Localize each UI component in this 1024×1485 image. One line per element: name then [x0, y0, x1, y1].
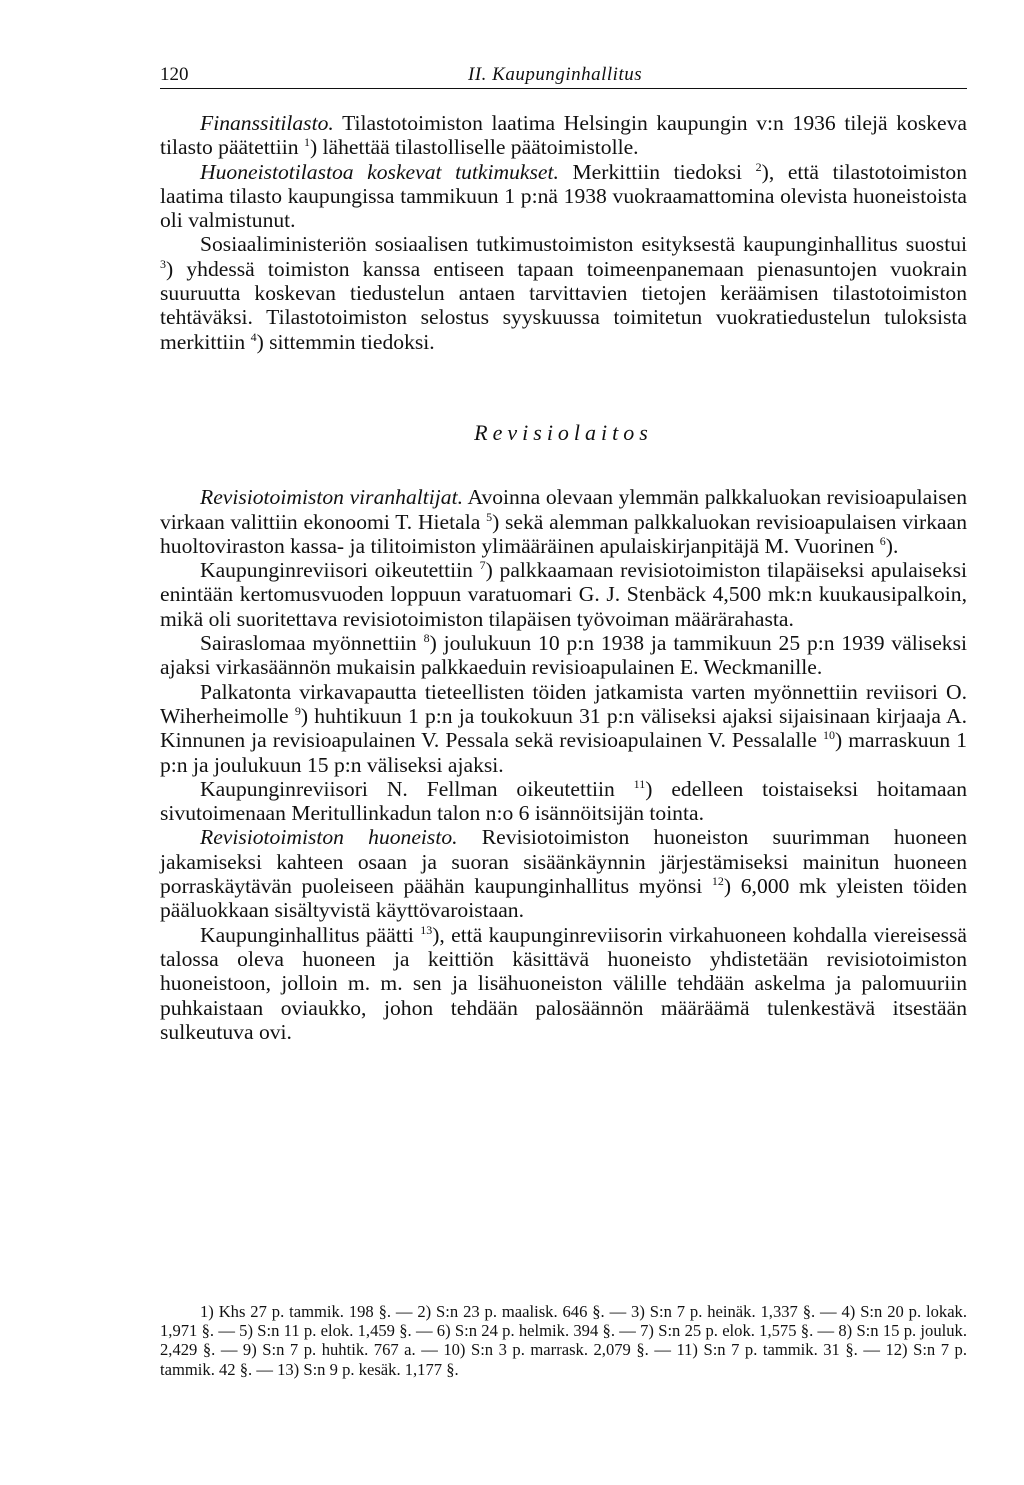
paragraph-text: ) edelleen toistaiseksi hoitamaan sivutoimenaan Meritullinkadun talon n:o 6 isännöitsijän tointa. [160, 776, 967, 826]
footnote-ref: 4 [250, 329, 257, 344]
footnotes [160, 1302, 967, 1379]
footnote-ref: 1 [303, 135, 310, 150]
paragraph-text: ), että tilastotoimiston laatima tilasto kaupungissa tammikuun 1 p:nä 1938 vuokraamattomina olevista huoneistoista oli valmistunut. [160, 159, 967, 233]
paragraph [160, 680, 967, 777]
footnote-ref: 5 [486, 509, 493, 524]
paragraph [160, 111, 967, 160]
paragraph-text: Sairaslomaa myönnettiin [200, 631, 424, 656]
footnote-ref: 6 [879, 533, 886, 548]
footnote-ref: 11 [633, 776, 646, 791]
running-title: II. Kaupunginhallitus [468, 64, 643, 85]
paragraph-lead: Finanssitilasto. [200, 111, 334, 135]
paragraph-text: ) 6,000 mk yleisten töiden pääluokkaan sisältyvistä käyttövaroistaan. [160, 874, 967, 923]
paragraph-lead: Huoneistotilastoa koskevat tutkimukset. [200, 159, 559, 184]
paragraph-lead: Revisiotoimiston viranhaltijat. [200, 485, 463, 510]
paragraph-text: ) yhdessä toimiston kanssa entiseen tapaan toimeenpanemaan pienasuntojen vuokrain suuruutta koskevan tiedustelun antaen tarvittavien tietojen keräämisen tilastotoimiston tehtäväksi. Tilastotoimiston selostus syyskuussa toimitetun vuokratiedustelun tuloksista merkittiin [160, 256, 967, 354]
paragraph-text: ) huhtikuun 1 p:n ja toukokuun 31 p:n väliseksi ajaksi sijaisinaan kirjaaja A. Kinnunen ja revisioapulainen V. Pessala sekä revisioapulainen V. Pessalalle [160, 703, 968, 753]
footnote-ref: 10 [823, 728, 836, 743]
paragraph-text: ) sittemmin tiedoksi. [256, 329, 435, 354]
footnote-ref: 9 [294, 703, 301, 718]
footnote-ref: 7 [479, 558, 486, 573]
paragraph-text: ) marraskuun 1 p:n ja joulukuun 15 p:n väliseksi ajaksi. [160, 728, 967, 777]
body-text [160, 111, 967, 1044]
footnote-ref: 13 [420, 922, 433, 937]
section-title: Revisiolaitos [474, 419, 653, 445]
paragraph-text: Sosiaaliministeriön sosiaalisen tutkimustoimiston esityksestä kaupunginhallitus suostui [200, 232, 967, 257]
paragraph-text: Kaupunginreviisori oikeutettiin [200, 558, 480, 583]
paragraph-text: Merkittiin tiedoksi [558, 159, 756, 184]
paragraph-text: Avoinna olevaan ylemmän palkkaluokan revisioapulaisen virkaan valittiin ekonoomi T. Hietala [160, 485, 967, 534]
footnote-text: 1) Khs 27 p. tammik. 198 §. — 2) S:n 23 p. maalisk. 646 §. — 3) S:n 7 p. heinäk. 1,337 §. — 4) S:n 20 p. lokak. 1,971 §. — 5) S:n 11 p. elok. 1,459 §. — 6) S:n 24 p. helmik. 394 §. — 7) S:n 25 p. elok. 1,575 §. — 8) S:n 15 p. jouluk. 2,429 §. — 9) S:n 7 p. huhtik. 767 a. — 10) S:n 3 p. marrask. 2,079 §. — 11) S:n 7 p. tammik. 31 §. — 12) S:n 7 p. tammik. 42 §. — 13) S:n 9 p. kesäk. 1,177 §. [160, 1302, 967, 1379]
top-paragraphs [160, 111, 967, 354]
paragraph-text: ). [885, 533, 899, 558]
paragraph [160, 558, 967, 631]
paragraph-text: Tilastotoimiston laatima Helsingin kaupungin v:n 1936 tilejä koskeva tilasto päätettiin [160, 111, 967, 160]
page-header [160, 56, 967, 89]
paragraph [160, 631, 967, 680]
paragraph [160, 923, 967, 1044]
paragraph-text: ) lähettää tilastolliselle päätoimistolle. [309, 135, 639, 160]
footnote-ref: 2 [755, 159, 762, 174]
paragraph-text: Palkatonta virkavapautta tieteellisten töiden jatkamista varten myönnettiin reviisori O. Wiherheimolle [160, 679, 967, 728]
paragraph [160, 777, 967, 826]
paragraph-text: ) joulukuun 10 p:n 1938 ja tammikuun 25 p:n 1939 väliseksi ajaksi virkasäännön mukaisin palkkaeduin revisioapulainen E. Weckmanille. [160, 631, 967, 680]
paragraph [160, 160, 967, 233]
paragraph-lead: Revisiotoimiston huoneisto. [200, 825, 458, 850]
paragraph-text: ) palkkaamaan revisiotoimiston tilapäiseksi apulaiseksi enintään kertomusvuoden loppuun varatuomari G. J. Stenbäck 4,500 mk:n kuukausipalkoin, mikä oli suoritettava revisiotoimiston tilapäisen työvoiman määrärahasta. [160, 558, 967, 631]
paragraph-text: ), että kaupunginreviisorin virkahuoneen kohdalla viereisessä talossa oleva huoneen ja keittiön käsittävä huoneisto yhdistetään revisiotoimiston huoneistoon, jolloin m. m. sen ja lisähuoneiston välille tehdään askelma ja palomuuriin puhkaistaan oviaukko, johon tehdään palosäännön määräämä tulenkestävä itsestään sulkeutuva ovi. [160, 922, 967, 1044]
footnote-ref: 3 [160, 256, 166, 271]
paragraph-text: Kaupunginreviisori N. Fellman oikeutettiin [200, 776, 634, 801]
paragraph-text: ) sekä alemman palkkaluokan revisioapulaisen virkaan huoltoviraston kassa- ja tilitoimiston ylimääräinen apulaiskirjanpitäjä M. Vuorinen [160, 509, 967, 558]
paragraph [160, 232, 967, 353]
footnote-ref: 12 [711, 874, 724, 889]
page-number: 120 [160, 64, 189, 85]
paragraph [160, 485, 967, 558]
paragraph [160, 825, 967, 922]
bottom-paragraphs [160, 485, 967, 1044]
footnote-ref: 8 [423, 631, 430, 646]
paragraph-text: Revisiotoimiston huoneiston suurimman huoneen jakamiseksi kahteen osaan ja suoran sisäänkäynnin järjestämiseksi mainitun huoneen porraskäytävän puoleiseen päähän kaupunginhallitus myönsi [160, 825, 968, 899]
paragraph-text: Kaupunginhallitus päätti [200, 922, 421, 947]
